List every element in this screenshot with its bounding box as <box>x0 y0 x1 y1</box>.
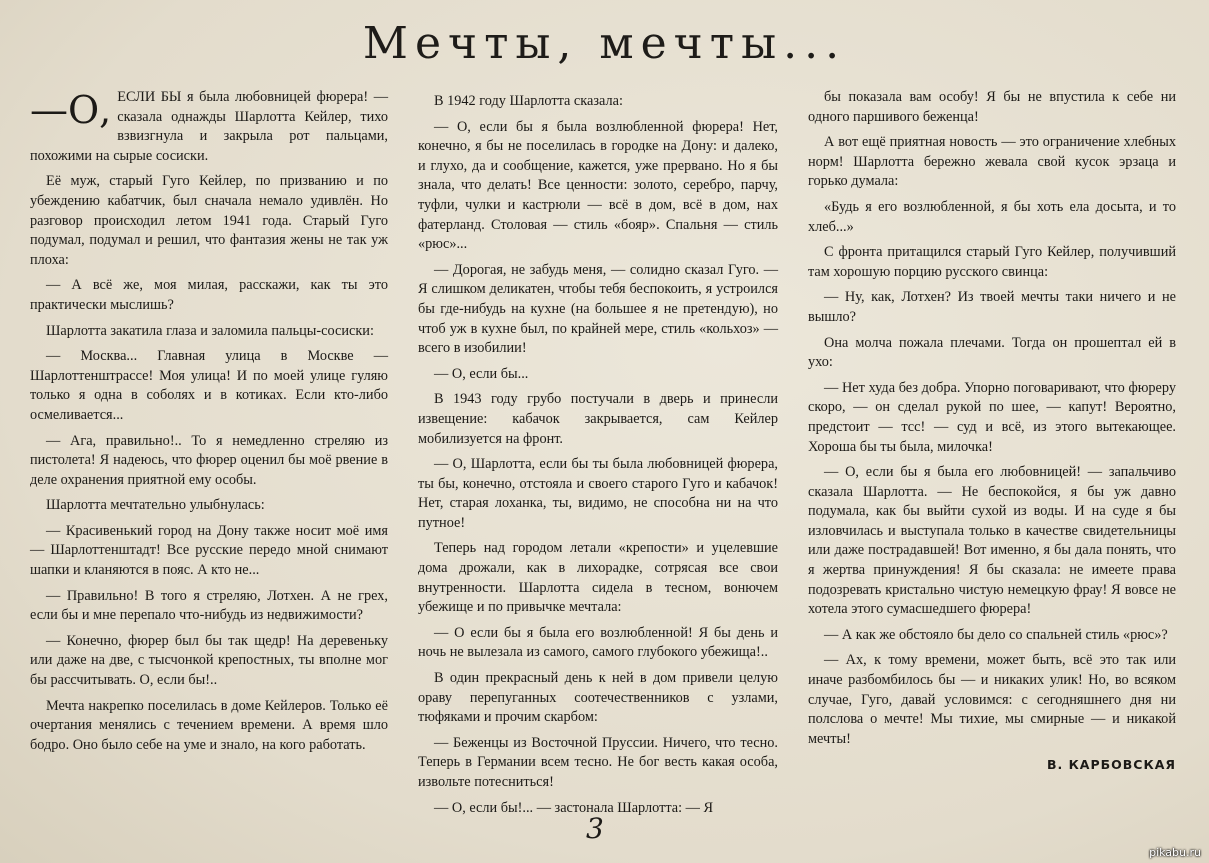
paragraph: — Беженцы из Восточной Пруссии. Ничего, что тесно. Теперь в Германии всем тесно. Не бог весть какая особа, извольте потесниться! <box>418 734 778 790</box>
watermark: pikabu.ru <box>1149 846 1201 859</box>
opening-paragraph <box>30 88 388 166</box>
paragraph: С фронта притащился старый Гуго Кейлер, получивший там хорошую порцию русского свинца: <box>808 244 1176 280</box>
author-signature: В. КАРБОВСКАЯ <box>1046 757 1176 773</box>
paragraph: — Дорогая, не забудь меня, — солидно сказал Гуго. — Я слишком деликатен, чтобы тебя беспокоить, я устроился бы где-нибудь на кухне (на большее я не претендую), но чтоб уж в кухне был, по крайней мере, стиль «кольхоз» — всего в изобилии! <box>418 261 778 357</box>
paragraph: Шарлотта мечтательно улыбнулась: <box>46 497 265 514</box>
column-1 <box>30 88 388 761</box>
paragraph: Она молча пожала плечами. Тогда он прошептал ей в ухо: <box>808 334 1176 371</box>
paragraph: — О, Шарлотта, если бы ты была любовницей фюрера, ты бы, конечно, отстояла и своего старого Гуго и кабачок! Нет, старая лоханка, ты, видимо, не способна ни на что путное! <box>418 456 778 531</box>
paragraph: «Будь я его возлюбленной, я бы хоть ела досыта, и то хлеб...» <box>808 198 1176 235</box>
column-2 <box>418 92 778 824</box>
paragraph: — А как же обстояло бы дело со спальней стиль «рюс»? <box>824 626 1168 643</box>
paragraph: бы показала вам особу! Я бы не впустила к себе ни одного паршивого беженца! <box>808 89 1176 125</box>
paragraph: — Правильно! В того я стреляю, Лотхен. А не грех, если бы и мне перепало что-нибудь из недвижимости? <box>30 587 388 624</box>
paragraph: В один прекрасный день к ней в дом привели целую ораву перепуганных соотечественников с узлами, тюфяками и прочим скарбом: <box>418 670 778 726</box>
paragraph: В 1943 году грубо постучали в дверь и принесли извещение: кабачок закрывается, сам Кейлер мобилизуется на фронт. <box>418 391 778 447</box>
paragraph: В 1942 году Шарлотта сказала: <box>434 93 623 109</box>
paragraph: Мечта накрепко поселилась в доме Кейлеров. Только её очертания менялись с течением времени. А время шло бодро. Оно было себе на уме и знало, на кого работать. <box>30 697 388 753</box>
paragraph: — Нет худа без добра. Упорно поговаривают, что фюреру скоро, — он сделал рукой по шее, — капут! Вероятно, предстоит — тсс! — суд и всё, из этого вытекающее. Хороша бы ты была, милочка! <box>808 379 1176 455</box>
paragraph: — Красивенький город на Дону также носит моё имя — Шарлоттенштадт! Все русские передо мной снимают шапки и кланяются в пояс. А кто не... <box>30 522 388 579</box>
paragraph: — А всё же, моя милая, расскажи, как ты это практически мыслишь? <box>30 277 388 313</box>
paragraph: — О если бы я была его возлюбленной! Я бы день и ночь не вылезала из самого, самого глубокого убежища!.. <box>418 624 778 661</box>
paragraph: — Москва... Главная улица в Москве — Шарлоттенштрассе! Моя улица! И по моей улице гуляю только я одна в соболях и в котиках. Если кто-либо осмеливается... <box>30 348 388 423</box>
paragraph: А вот ещё приятная новость — это ограничение хлебных норм! Шарлотта бережно жевала свой кусок эрзаца и горько думала: <box>808 134 1176 190</box>
paragraph: — Ага, правильно!.. То я немедленно стреляю из пистолета! Я надеюсь, что фюрер оценил бы моё рвение в деле охранения приятной ему особы. <box>30 432 388 488</box>
column-3 <box>808 88 1176 781</box>
paragraph: — О, если бы я была его любовницей! — запальчиво сказала Шарлотта. — Не беспокойся, я бы уж давно подумала, как бы выйти сухой из воды. И на суде я бы изловчилась и выступала только в качестве свидетельницы или даже пострадавшей! Вот именно, я бы дала понять, что я жертва принуждения! Я бы сказала: не имеете права подозревать кристально чистую немецкую фрау! Я вовсе не хотела этого сумасшедшего фюрера! <box>808 464 1176 618</box>
paragraph: — Конечно, фюрер был бы так щедр! На деревеньку или даже на две, с тысчонкой крепостных, ты вполне мог бы рассчитывать. О, если бы!.. <box>30 632 388 689</box>
paragraph: Шарлотта закатила глаза и заломила пальцы-сосиски: <box>46 322 374 339</box>
paragraph: Теперь над городом летали «крепости» и уцелевшие дома дрожали, как в лихорадке, сотрясая все свои внутренности. Шарлотта сидела в тесном, вонючем убежище и по привычке мечтала: <box>418 540 778 616</box>
article-title: Мечты, мечты... <box>362 18 847 69</box>
paragraph: — О, если бы я была возлюбленной фюрера! Нет, конечно, я бы не поселилась в городке на Дону: и далеко, и глухо, да и сообщение, кажется, уже прервано. Но я бы знала, что делать! Все ценности: золото, серебро, парчу, туфли, чулки и кастрюли — всё в дом, всё в дом, нах фатерланд. Столовая — стиль «бояр». Спальня — стиль «рюс»... <box>418 118 778 253</box>
paragraph: — О, если бы... <box>434 365 529 382</box>
paragraph-text: ЕСЛИ БЫ я была любовницей фюрера! — сказала однажды Шарлотта Кейлер, тихо взвизгнула и закрыла рот пальцами, похожими на сырые сосиски. <box>30 89 388 164</box>
paragraph: — Ну, как, Лотхен? Из твоей мечты таки ничего и не вышло? <box>808 289 1176 325</box>
paragraph: — О, если бы!... — застонала Шарлотта: — Я <box>434 799 714 816</box>
paragraph: Её муж, старый Гуго Кейлер, по призванию и по убеждению кабатчик, был сначала немало удивлён. Но разговор происходил летом 1941 года. Старый Гуго подумал, подумал и решил, что фантазия жены не так уж плоха: <box>30 173 388 268</box>
paragraph: — Ах, к тому времени, может быть, всё это так или иначе разбомбилось бы — и никаких улик! Но, во всяком случае, Гуго, давай условимся: с сегодняшнего дня ни полслова о мечте! Мы тихие, мы смирные — и никакой мечты! <box>808 652 1176 747</box>
page-number: 3 <box>586 812 604 845</box>
drop-cap: —О, <box>30 88 112 132</box>
